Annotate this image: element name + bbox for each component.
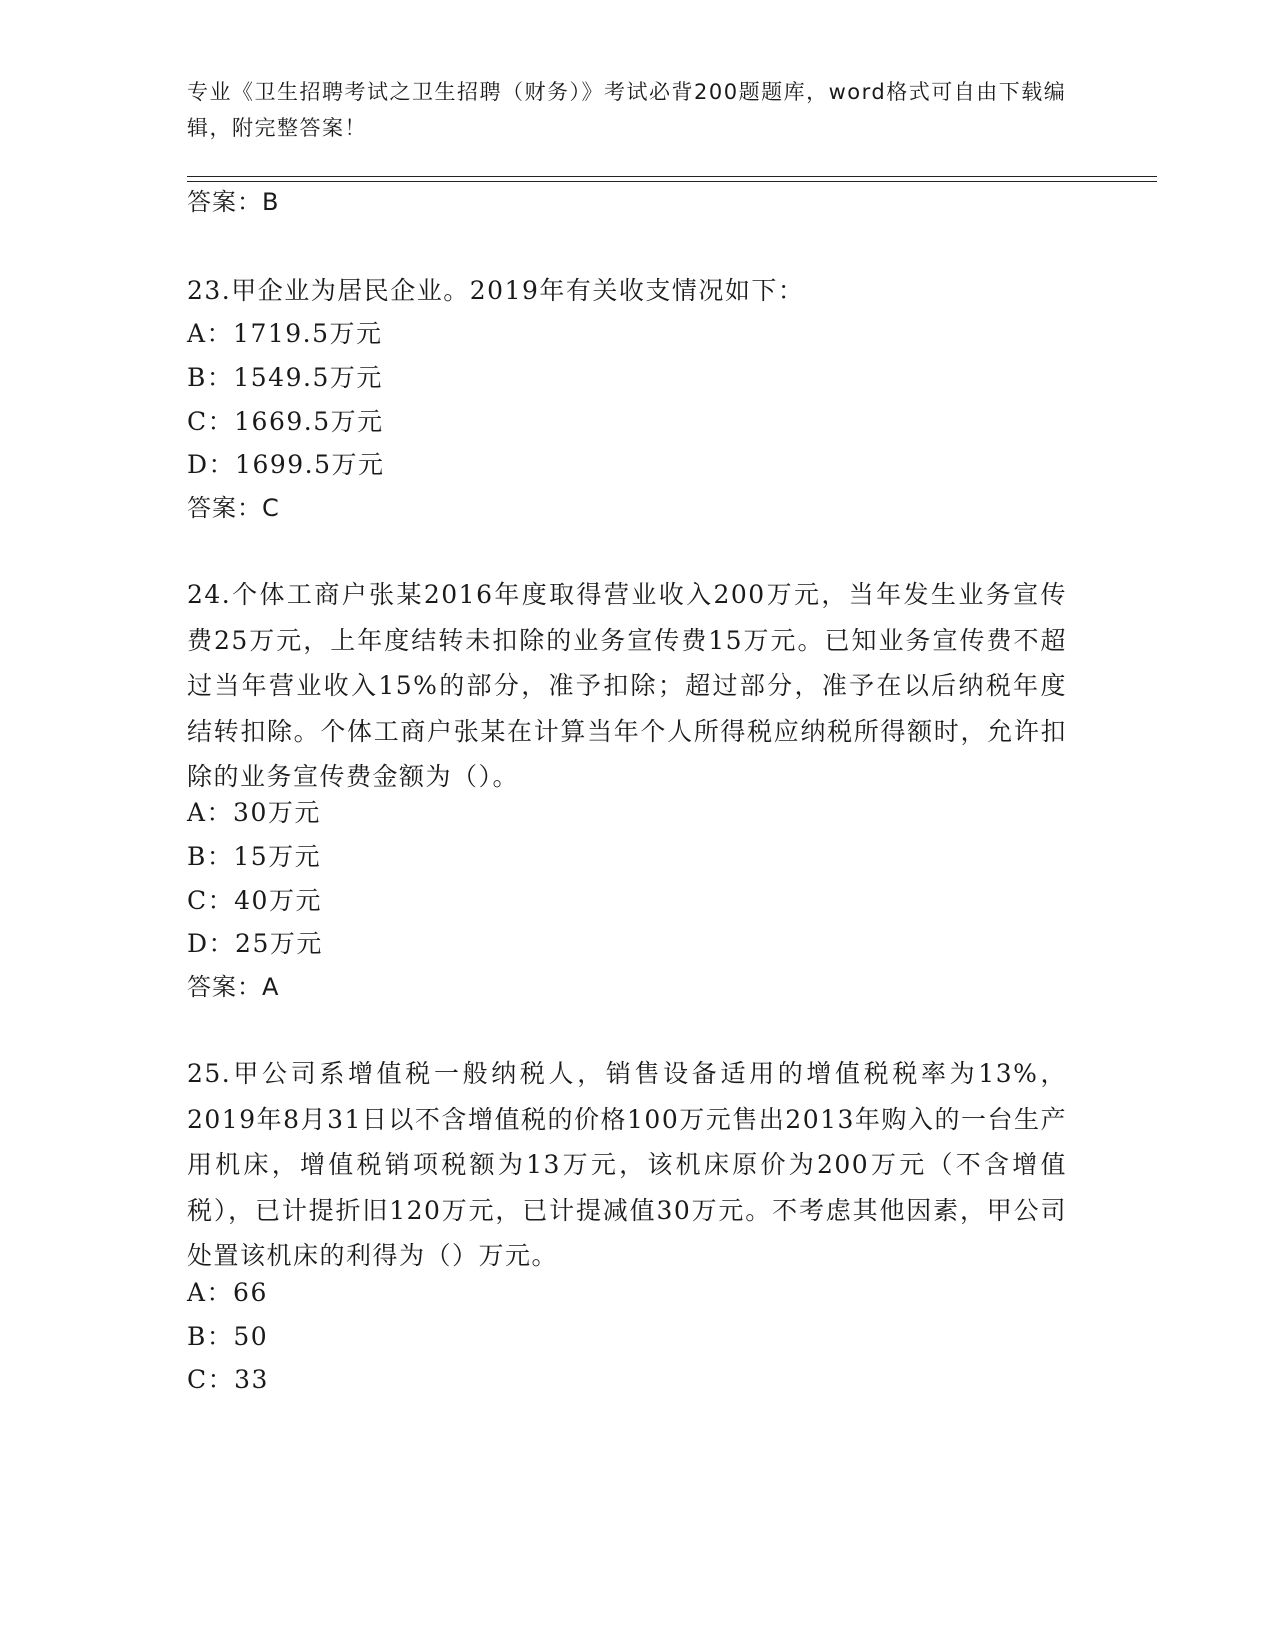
header-divider-top — [187, 176, 1157, 177]
question-24-answer: 答案：A — [187, 973, 280, 1001]
answer-label: 答案：B — [187, 188, 280, 216]
question-25-option-b: B：50 — [187, 1322, 269, 1351]
question-23-stem: 23.甲企业为居民企业。2019年有关收支情况如下： — [187, 276, 805, 305]
document-header: 专业《卫生招聘考试之卫生招聘（财务）》考试必背200题题库，word格式可自由下载编辑，附完整答案！ — [187, 80, 1067, 140]
question-24-option-d: D：25万元 — [187, 929, 323, 958]
question-23-option-a: A：1719.5万元 — [187, 319, 383, 348]
question-23-answer: 答案：C — [187, 494, 280, 522]
question-24-stem: 24.个体工商户张某2016年度取得营业收入200万元，当年发生业务宣传费25万元，上年度结转未扣除的业务宣传费15万元。已知业务宣传费不超过当年营业收入15%的部分，准予扣除；超过部分，准予在以后纳税年度结转扣除。个体工商户张某在计算当年个人所得税应纳税所得额时，允许扣除的业务宣传费金额为（）。 — [187, 580, 1067, 791]
question-23-option-c: C：1669.5万元 — [187, 407, 384, 436]
question-25-option-c: C：33 — [187, 1365, 269, 1394]
question-25-stem: 25.甲公司系增值税一般纳税人，销售设备适用的增值税税率为13%，2019年8月31日以不含增值税的价格100万元售出2013年购入的一台生产用机床，增值税销项税额为13万元，该机床原价为200万元（不含增值税），已计提折旧120万元，已计提减值30万元。不考虑其他因素，甲公司处置该机床的利得为（）万元。 — [187, 1059, 1067, 1270]
question-24-option-c: C：40万元 — [187, 886, 322, 915]
question-23-option-d: D：1699.5万元 — [187, 450, 385, 479]
question-25-option-a: A：66 — [187, 1278, 268, 1307]
question-24-option-a: A：30万元 — [187, 798, 321, 827]
question-24-option-b: B：15万元 — [187, 842, 322, 871]
question-23-option-b: B：1549.5万元 — [187, 363, 383, 392]
header-divider-bottom — [187, 181, 1157, 182]
